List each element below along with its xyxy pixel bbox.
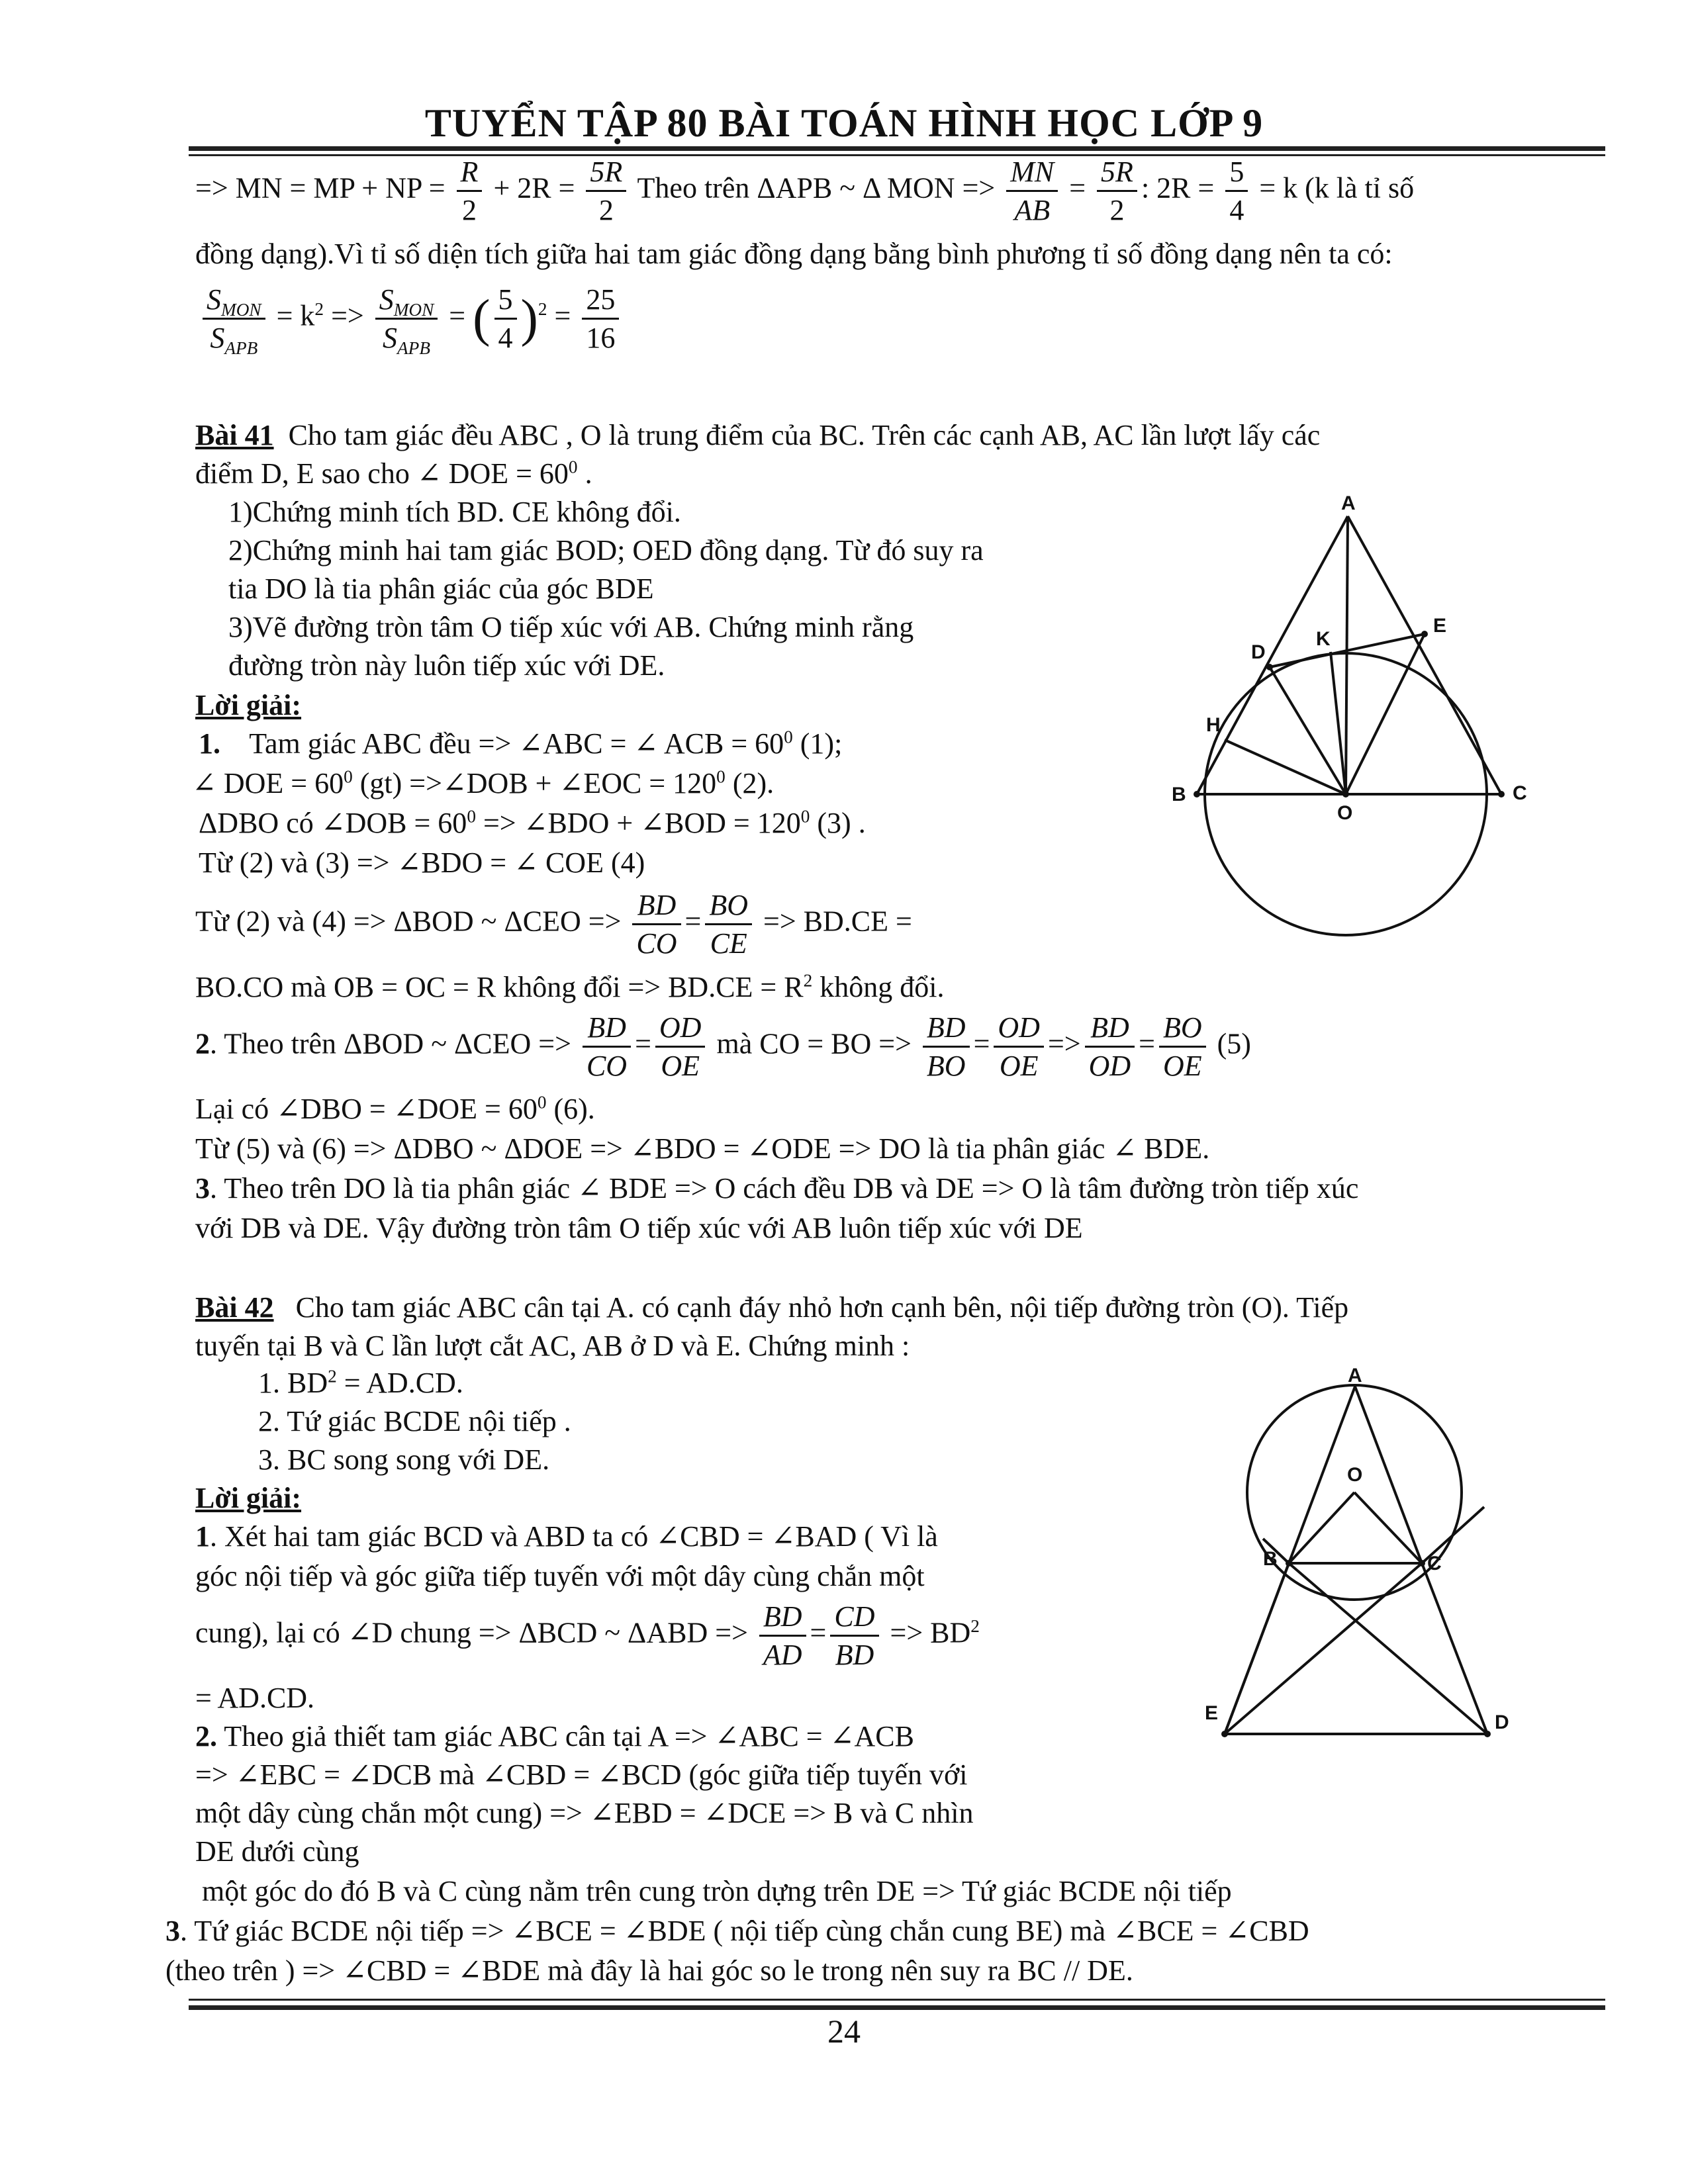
bai42-label-b: B [1263,1548,1278,1570]
bai41-statement-1: Bài 41 Cho tam giác đều ABC , O là trung điểm của BC. Trên các cạnh AB, AC lần lượt lấy các [195,419,1321,451]
bai42-sol-1b: góc nội tiếp và góc giữa tiếp tuyến với một dây cùng chắn một [195,1560,925,1592]
bai42-segment-ab [1289,1387,1355,1563]
bai41-label-o: O [1337,802,1353,824]
cont-line-2: đồng dạng).Vì tỉ số diện tích giữa hai tam giác đồng dạng bằng bình phương tỉ số đồng dạng nên ta có: [195,238,1393,270]
bai42-sol-1d: = AD.CD. [195,1682,315,1714]
bai41-sol-1d: Từ (2) và (3) => ∠BDO = ∠ COE (4) [199,846,645,879]
bai41-sol-1e: Từ (2) và (4) => ΔBOD ~ ΔCEO => $\frac{BD}{CO}$ = $\frac{BO}{CE}$ => BD.CE = [195,887,912,962]
bai41-segment-ao [1346,516,1348,794]
header-rule-thick [189,146,1605,151]
bai41-figure [1158,490,1556,940]
bai42-sol-2a: 2. Theo giả thiết tam giác ABC cân tại A => ∠ABC = ∠ACB [195,1720,914,1752]
page-number: 24 [827,2013,861,2050]
bai41-question-3b: đường tròn này luôn tiếp xúc với DE. [228,649,665,682]
bai42-label-e: E [1205,1702,1219,1724]
bai42-question-1: 1. $BD^2 = AD.CD$. [258,1366,463,1399]
bai41-sol-2a: 2. Theo trên ΔBOD ~ ΔCEO => $\frac{BD}{CO}$ = $\frac{OD}{OE}$ mà CO = BO => $\frac{BD}{BO}$ = $\frac{OD}{OE}$ => $\frac{BD}{OD}$ = $\frac{BO}{OE}$ (5) [195,1009,1251,1084]
bai42-sol-2b: => ∠EBC = ∠DCB mà ∠CBD = ∠BCD (góc giữa tiếp tuyến với [195,1758,968,1791]
bai42-label-a: A [1348,1365,1362,1387]
bai41-question-3a: 3)Vẽ đường tròn tâm O tiếp xúc với AB. Chứng minh rằng [228,611,914,643]
bai41-label-h: H [1206,714,1221,736]
bai42-label-d: D [1495,1711,1509,1733]
bai41-sol-2b: Lại có ∠DBO = ∠DOE = $60^0$ (6). [195,1092,595,1125]
bai41-label-c: C [1513,782,1527,804]
bai42-statement-2: tuyến tại B và C lần lượt cắt AC, AB ở D và E. Chứng minh : [195,1330,910,1362]
bai42-segment-ac [1355,1387,1422,1563]
bai42-tangent-bd [1289,1563,1487,1734]
bai42-sol-2d: DE dưới cùng [195,1835,359,1868]
bai42-question-3: 3. BC song song với DE. [258,1443,550,1476]
bai42-figure [1178,1357,1523,1754]
bai41-sol-3a: 3. Theo trên DO là tia phân giác ∠ BDE => O cách đều DB và DE => O là tâm đường tròn tiếp xúc [195,1172,1359,1205]
bai41-label-e: E [1433,615,1447,637]
bai41-question-2b: tia DO là tia phân giác của góc BDE [228,572,654,605]
bai41-question-2a: 2)Chứng minh hai tam giác BOD; OED đồng dạng. Từ đó suy ra [228,534,984,567]
bai41-label-a: A [1341,492,1356,514]
bai42-statement-1: Bài 42 Cho tam giác ABC cân tại A. có cạnh đáy nhỏ hơn cạnh bên, nội tiếp đường tròn (O). Tiếp [195,1291,1349,1324]
bai42-sol-1c: cung), lại có ∠D chung => ΔBCD ~ ΔABD => $\frac{BD}{AD}$ = $\frac{CD}{BD}$ => $BD^2$ [195,1598,980,1673]
bai42-sol-3b: (theo trên ) => ∠CBD = ∠BDE mà đây là hai góc so le trong nên suy ra BC // DE. [165,1954,1133,1987]
bai41-segment-ho [1225,740,1346,794]
bai42-label-o: O [1347,1464,1363,1486]
bai41-solution-heading: Lời giải: [195,689,302,721]
bai41-sol-3b: với DB và DE. Vậy đường tròn tâm O tiếp xúc với AB luôn tiếp xúc với DE [195,1212,1083,1244]
bai41-sol-1a: 1. Tam giác ABC đều => ∠ABC = ∠ ACB = $60^0$ (1); [199,727,843,760]
bai41-question-1: 1)Chứng minh tích BD. CE không đổi. [228,496,681,528]
bai41-sol-1b: ∠ DOE = $60^0$ (gt) =>∠DOB + ∠EOC = $120^0$ (2). [192,766,774,799]
bai42-segment-ad [1422,1563,1487,1734]
bai42-sol-2e: một góc do đó B và C cùng nằm trên cung tròn dựng trên DE => Tứ giác BCDE nội tiếp [202,1875,1232,1907]
footer-rule-thick [189,2005,1605,2010]
bai41-label-d: D [1251,641,1266,663]
bai42-tangent-ce [1225,1563,1422,1734]
page-title: TUYỂN TẬP 80 BÀI TOÁN HÌNH HỌC LỚP 9 [424,101,1264,145]
bai42-sol-2c: một dây cùng chắn một cung) => ∠EBD = ∠DCE => B và C nhìn [195,1797,974,1829]
bai42-sol-1a: 1. Xét hai tam giác BCD và ABD ta có ∠CBD = ∠BAD ( Vì là [195,1520,938,1553]
bai42-sol-3a: 3. Tứ giác BCDE nội tiếp => ∠BCE = ∠BDE ( nội tiếp cùng chắn cung BE) mà ∠BCE = ∠CBD [165,1915,1309,1947]
bai42-question-2: 2. Tứ giác BCDE nội tiếp . [258,1405,571,1437]
bai41-sol-1f: BO.CO mà OB = OC = R không đổi => $BD.CE = R^2$ không đổi. [195,970,945,1003]
bai41-sol-1c: ΔDBO có ∠DOB = $60^0$ => ∠BDO + ∠BOD = $120^0$ (3) . [199,806,866,839]
bai41-label-b: B [1172,784,1186,805]
footer-rule-thin [189,1999,1605,2001]
cont-line-3-area-ratio: $\frac{S_{MON}}{S_{APB}}$ = $k^2$ => $\frac{S_{MON}}{S_{APB}}$ = ( $\frac{5}{4}$ )$^2$ = $\frac{25}{16}$ [199,281,623,356]
bai42-solution-heading: Lời giải: [195,1482,302,1514]
cont-line-1: => MN = MP + NP = $\frac{R}{2}$ + 2R = $\frac{5R}{2}$ Theo trên ΔAPB ~ Δ MON => $\frac{MN}{AB}$ = $\frac{5R}{2}$ : 2R = $\frac{5}{4}$ = k (k là tỉ số [195,154,1414,228]
bai42-segment-oc [1354,1492,1422,1563]
bai41-statement-2: điểm D, E sao cho ∠ DOE = $60^0$ . [195,457,592,490]
bai41-label-k: K [1316,628,1331,650]
bai42-label-c: C [1427,1553,1442,1574]
bai41-sol-2c: Từ (5) và (6) => ΔDBO ~ ΔDOE => ∠BDO = ∠ODE => DO là tia phân giác ∠ BDE. [195,1132,1210,1165]
bai42-segment-ob [1289,1492,1354,1563]
bai42-tangent-b [1225,1563,1289,1734]
